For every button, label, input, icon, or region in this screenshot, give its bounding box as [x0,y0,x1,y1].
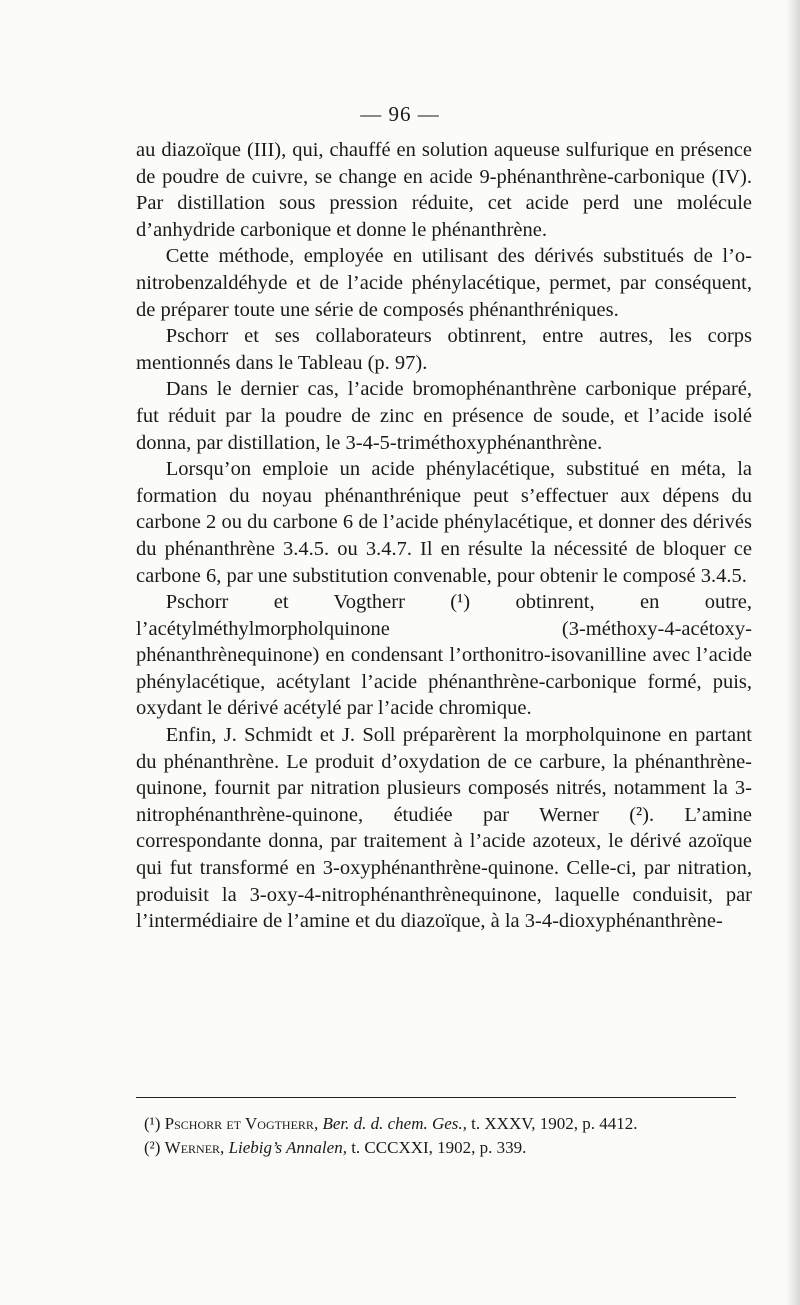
footnote-2-journal: Liebig’s Annalen, [228,1138,347,1157]
paragraph-5: Lorsqu’on emploie un acide phénylacétique, substitué en méta, la formation du noyau phénanthrénique peut s’effectuer aux dépens du carbone 2 ou du carbone 6 de l’acide phénylacétique, et donner des dérivés du phénanthrène 3.4.5. ou 3.4.7. Il en résulte la nécessité de bloquer ce carbone 6, par une substitution convenable, pour obtenir le composé 3.4.5. [136,458,752,587]
footnote-1 [144,1112,744,1136]
paragraph-7: Enfin, J. Schmidt et J. Soll préparèrent la morpholquinone en partant du phénanthrène. Le produit d’oxydation de ce carbure, la phénanthrène-quinone, fournit par nitration plusieurs composés nitrés, notamment la 3-nitrophénanthrène-quinone, étudiée par Werner (²). L’amine correspondante donna, par traitement à l’acide azoteux, le dérivé azoïque qui fut transformé en 3-oxyphénanthrène-quinone. Celle-ci, par nitration, produisit la 3-oxy-4-nitrophénanthrènequinone, laquelle conduisit, par l’intermédiaire de l’amine et du diazoïque, à la 3-4-dioxyphénanthrène- [136,724,752,933]
paragraph-2: Cette méthode, employée en utilisant des dérivés substitués de l’o-nitrobenzaldéhyde et de l’acide phénylacétique, permet, par conséquent, de préparer toute une série de composés phénanthréniques. [136,245,752,321]
page-number: — 96 — [360,102,440,126]
footnote-1-authors: Pschorr et Vogtherr, [164,1114,319,1133]
footnote-rule [136,1097,736,1098]
paragraph-1: au diazoïque (III), qui, chauffé en solution aqueuse sulfurique en présence de poudre de cuivre, se change en acide 9-phénanthrène-carbonique (IV). Par distillation sous pression réduite, cet acide perd une molécule d’anhydride carbonique et donne le phénanthrène. [136,139,752,241]
paragraph-3: Pschorr et ses collaborateurs obtinrent, entre autres, les corps mentionnés dans le Tableau (p. 97). [136,325,752,374]
paragraph-6: Pschorr et Vogtherr (¹) obtinrent, en outre, l’acétylméthylmorpholquinone (3-méthoxy-4-acétoxy-phénanthrènequinone) en condensant l’orthonitro-isovanilline avec l’acide phénylacétique, acétylant l’acide phénanthrène-carbonique formé, puis, oxydant le dérivé acétylé par l’acide chromique. [136,591,752,720]
body-text [136,137,752,935]
footnote-1-ref: t. XXXV, 1902, p. 4412. [471,1114,638,1133]
footnote-2-ref: t. CCCXXI, 1902, p. 339. [351,1138,527,1157]
footnote-1-mark: (¹) [144,1114,161,1133]
footnote-2 [144,1136,744,1160]
footnote-2-mark: (²) [144,1138,161,1157]
footnote-2-authors: Werner, [164,1138,225,1157]
footnotes [144,1112,744,1160]
footnote-1-journal: Ber. d. d. chem. Ges., [322,1114,467,1133]
page-edge-shadow [786,0,800,1305]
paragraph-4: Dans le dernier cas, l’acide bromophénanthrène carbonique préparé, fut réduit par la poudre de zinc en présence de soude, et l’acide isolé donna, par distillation, le 3-4-5-triméthoxyphénanthrène. [136,378,752,454]
